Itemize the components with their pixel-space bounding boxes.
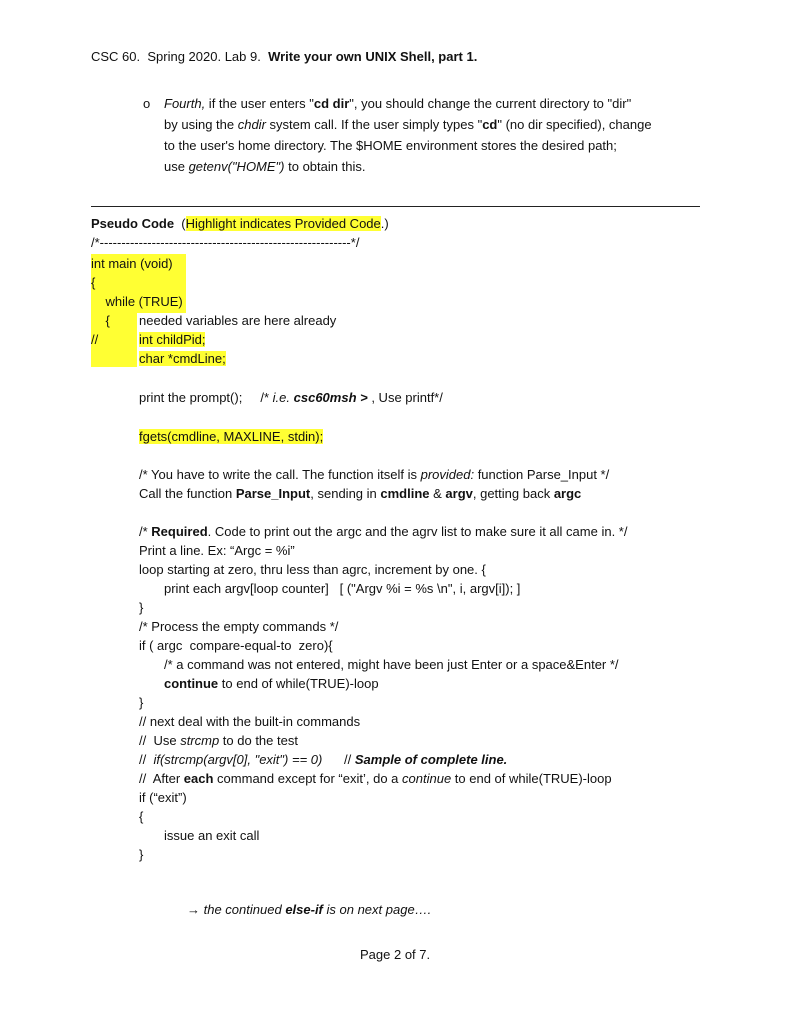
if-argc-line: if ( argc compare-equal-to zero){	[139, 638, 333, 653]
bullet-text: system call. If the user simply types "	[265, 117, 483, 132]
needed-vars-note: needed variables are here already	[139, 313, 337, 328]
page-header	[91, 48, 477, 65]
code-text: //	[322, 752, 355, 767]
page-number: Page 2 of 7.	[360, 947, 431, 962]
pseudo-note-open: (	[174, 216, 186, 231]
if-brace-close: }	[139, 695, 144, 710]
code-text: &	[429, 486, 446, 501]
cmdline-text: char *cmdLine;	[139, 351, 226, 366]
bullet-text: ", you should change the current directory to "dir"	[349, 96, 632, 111]
issue-exit-line: issue an exit call	[164, 828, 260, 843]
required-comment	[139, 523, 627, 540]
loop-brace-close: }	[139, 600, 144, 615]
code-text: to end of while(TRUE)-loop	[451, 771, 612, 786]
bullet-text: if the user enters "	[205, 96, 314, 111]
while-line: while (TRUE)	[91, 294, 183, 309]
code-text: , getting back	[472, 486, 554, 501]
exit-brace-close: }	[139, 847, 144, 862]
comment-slashes: //	[91, 332, 99, 347]
while-brace-open: {	[91, 313, 110, 328]
code-bold: continue	[164, 676, 219, 691]
pseudo-note-close: .)	[380, 216, 389, 231]
prompt-string: csc60msh >	[293, 390, 368, 405]
bullet-line-2	[164, 116, 652, 133]
print-prompt-line	[139, 389, 443, 406]
section-divider	[91, 206, 700, 207]
code-italic: i.e.	[272, 390, 294, 405]
bullet-text: " (no dir specified), change	[497, 117, 652, 132]
write-call-comment	[139, 466, 609, 483]
code-text: //	[139, 752, 154, 767]
bullet-mark: o	[143, 96, 151, 111]
pseudo-highlight-note: Highlight indicates Provided Code	[185, 216, 381, 231]
pseudo-heading-line	[91, 215, 389, 232]
note-italic: is on next page….	[322, 902, 432, 917]
main-signature: int main (void)	[91, 256, 173, 271]
exit-brace-open: {	[139, 809, 144, 824]
code-italic: strcmp	[180, 733, 220, 748]
print-each-line: print each argv[loop counter] [ ("Argv %i = %s \n", i, argv[i]); ]	[164, 581, 521, 596]
comment-bar: /*----------------------------------------------------------*/	[91, 235, 360, 250]
code-bold: argc	[553, 486, 582, 501]
continued-note	[187, 901, 431, 918]
code-text: , sending in	[310, 486, 381, 501]
child-pid-text: int childPid;	[139, 332, 206, 347]
code-bold: Parse_Input	[235, 486, 311, 501]
fgets-provided: fgets(cmdline, MAXLINE, stdin);	[139, 429, 324, 444]
code-text: /* You have to write the call. The function itself is	[139, 467, 421, 482]
code-text: Call the function	[139, 486, 236, 501]
bullet-fourth: Fourth,	[164, 96, 206, 111]
code-italic: if(strcmp(argv[0], "exit") == 0)	[153, 752, 323, 767]
bullet-cd: cd	[482, 117, 498, 132]
note-bold-italic: else-if	[285, 902, 323, 917]
fgets-line	[139, 428, 323, 445]
sample-comment	[139, 751, 507, 768]
child-pid-decl	[139, 331, 205, 348]
code-bold-italic: Sample of complete line.	[354, 752, 508, 767]
bullet-text: to obtain this.	[284, 159, 366, 174]
print-argc-line: Print a line. Ex: “Argc = %i”	[139, 543, 295, 558]
main-brace-open: {	[91, 275, 96, 290]
use-strcmp-comment	[139, 732, 298, 749]
continue-line	[164, 675, 379, 692]
bullet-chdir: chdir	[237, 117, 266, 132]
code-text: , Use printf*/	[367, 390, 443, 405]
bullet-text: by using the	[164, 117, 238, 132]
code-text: to end of while(TRUE)-loop	[218, 676, 379, 691]
header-course: CSC 60. Spring 2020. Lab 9.	[91, 49, 269, 64]
bullet-line-4	[164, 158, 365, 175]
code-text: function Parse_Input */	[474, 467, 610, 482]
process-empty-comment: /* Process the empty commands */	[139, 619, 339, 634]
if-exit-line: if (“exit”)	[139, 790, 187, 805]
code-bold: Required	[151, 524, 208, 539]
bullet-cd-dir: cd dir	[313, 96, 350, 111]
code-bold: each	[183, 771, 214, 786]
builtins-comment: // next deal with the built-in commands	[139, 714, 361, 729]
bullet-text: use	[164, 159, 189, 174]
code-text: command except for “exit’, do a	[213, 771, 403, 786]
code-text: print the prompt(); /*	[139, 390, 273, 405]
header-title: Write your own UNIX Shell, part 1.	[268, 49, 478, 64]
pseudo-heading: Pseudo Code	[91, 216, 175, 231]
call-parse-line	[139, 485, 581, 502]
bullet-getenv: getenv("HOME")	[188, 159, 285, 174]
code-text: // Use	[139, 733, 181, 748]
arrow-icon: →	[187, 902, 204, 917]
note-italic: the continued	[203, 902, 286, 917]
code-text: . Code to print out the argc and the agrv list to make sure it all came in. */	[207, 524, 628, 539]
not-entered-comment: /* a command was not entered, might have been just Enter or a space&Enter */	[164, 657, 619, 672]
bullet-line-3: to the user's home directory. The $HOME environment stores the desired path;	[164, 138, 617, 153]
after-each-comment	[139, 770, 612, 787]
code-italic: provided:	[420, 467, 475, 482]
bullet-line-1	[164, 95, 631, 112]
code-text: /*	[139, 524, 152, 539]
code-text: // After	[139, 771, 184, 786]
code-italic: continue	[402, 771, 452, 786]
code-bold: argv	[445, 486, 473, 501]
cmdline-decl	[139, 350, 226, 367]
loop-line: loop starting at zero, thru less than agrc, increment by one. {	[139, 562, 486, 577]
code-bold: cmdline	[380, 486, 430, 501]
code-text: to do the test	[219, 733, 298, 748]
